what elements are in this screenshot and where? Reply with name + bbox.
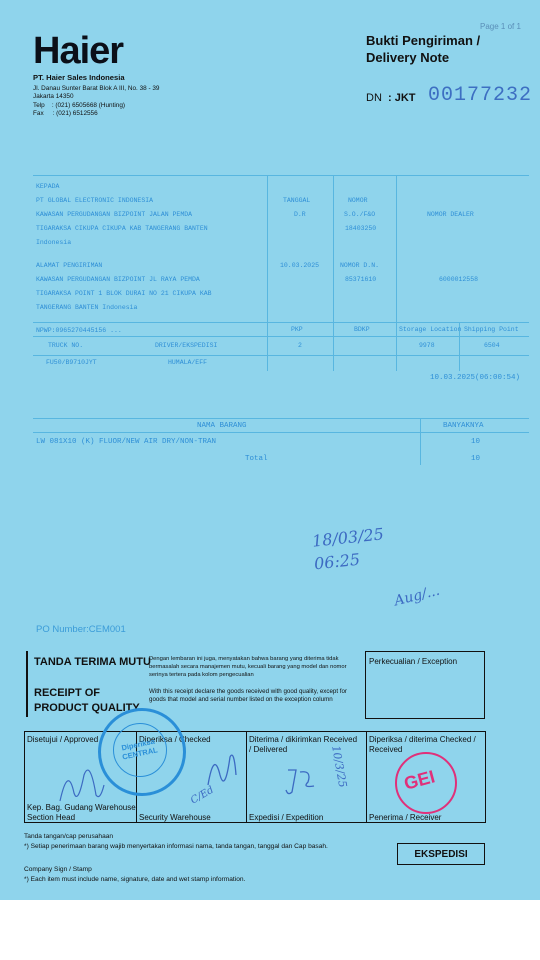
address-line: Telp : (021) 6505668 (Hunting) — [33, 101, 126, 109]
document-title-id: Bukti Pengiriman / — [366, 33, 481, 48]
signature-scribble-approved — [56, 755, 108, 805]
nomor-dn-label: NOMOR D.N. — [340, 262, 380, 269]
nomor-label: NOMOR — [348, 197, 368, 204]
recipient-line: PT GLOBAL ELECTRONIC INDONESIA — [36, 197, 154, 204]
nomor-sub: S.O./F&O — [344, 211, 376, 218]
company-name: PT. Haier Sales Indonesia — [33, 73, 125, 82]
kepada-label: KEPADA — [36, 183, 60, 190]
checked-label: Diperiksa / Checked — [139, 735, 211, 744]
bdkp-label: BDKP — [354, 326, 370, 333]
handwritten-time: 06:25 — [313, 549, 361, 574]
document-title — [366, 32, 480, 66]
approved-label: Disetujui / Approved — [27, 735, 99, 744]
col-banyaknya: BANYAKNYA — [443, 422, 484, 430]
handwritten-mark: 10/3/25 — [329, 744, 350, 789]
footer-line1: Tanda tangan/cap perusahaan — [24, 833, 114, 840]
pkp-label: PKP — [291, 326, 303, 333]
printed-datetime: 10.03.2025(06:00:54) — [430, 374, 521, 382]
handwritten-signature: Aug/... — [392, 582, 442, 610]
footer-line4: *) Each item must include name, signature, date and wet stamp information. — [24, 876, 246, 883]
page-indicator: Page 1 of 1 — [480, 22, 521, 31]
alamat-label: ALAMAT PENGIRIMAN — [36, 262, 103, 269]
shipping-label: Shipping Point — [464, 326, 519, 333]
address-line: Jakarta 14350 — [33, 93, 74, 101]
item-qty: 10 — [471, 438, 481, 446]
recipient-line: KAWASAN PERGUDANGAN BIZPOINT JALAN PEMDA — [36, 211, 193, 218]
alamat-line: KAWASAN PERGUDANGAN BIZPOINT JL RAYA PEMDA — [36, 276, 200, 283]
dn-number: 00177232 — [428, 84, 533, 107]
warehouse-head-label: Kep. Bag. Gudang Warehouse Section Head — [27, 803, 136, 822]
company-address — [33, 85, 159, 118]
storage-value: 9978 — [419, 342, 435, 349]
po-number: PO Number:CEM001 — [36, 624, 126, 635]
tanggal-sub: D.R — [294, 211, 306, 218]
alamat-line: TANGERANG BANTEN Indonesia — [36, 304, 138, 311]
signature-scribble-expedition — [282, 762, 322, 798]
address-line: Jl. Danau Sunter Barat Blok A III, No. 38 - 39 — [33, 85, 160, 92]
truck-value: FU50/B9710JYT — [46, 359, 97, 366]
exception-label: Perkecualian / Exception — [369, 657, 458, 666]
receiver-label: Penerima / Receiver — [369, 813, 442, 822]
expedition-label: Expedisi / Expedition — [249, 813, 324, 822]
signature-scribble-security — [200, 745, 240, 795]
truck-label: TRUCK NO. — [48, 342, 84, 349]
received-label: Diterima / dikirimkan Received / Delivered — [249, 735, 358, 754]
shipping-value: 6504 — [484, 342, 500, 349]
receipt-title-id: TANDA TERIMA MUTU — [34, 656, 151, 668]
nomor-sub: 18403250 — [345, 225, 377, 232]
gei-stamp-text: GEI — [401, 766, 437, 794]
dn-label: DN : JKT — [366, 92, 416, 104]
dealer-label: NOMOR DEALER — [427, 211, 474, 218]
nomor-dn-value: 85371610 — [345, 276, 377, 283]
recipient-line: Indonesia — [36, 239, 72, 246]
npwp: NPWP:0965270445156 ... — [36, 327, 122, 334]
driver-value: HUMALA/EFF — [168, 359, 208, 366]
ekspedisi-label: EKSPEDISI — [414, 849, 468, 860]
security-label: Security Warehouse — [139, 813, 211, 822]
dealer-value: 6000012558 — [439, 276, 479, 283]
item-name: LW 081X10 (K) FLUOR/NEW AIR DRY/NON-TRAN — [36, 438, 217, 446]
col-nama-barang: NAMA BARANG — [197, 422, 247, 430]
total-qty: 10 — [471, 455, 481, 463]
driver-label: DRIVER/EKSPEDISI — [155, 342, 218, 349]
handwritten-mark: C/Ed — [188, 784, 216, 807]
checked-received-label: Diperiksa / diterima Checked / Received — [369, 735, 476, 754]
recipient-line: TIGARAKSA CIKUPA CIKUPA KAB TANGERANG BANTEN — [36, 225, 208, 232]
footer-line3: Company Sign / Stamp — [24, 866, 92, 873]
receipt-text-en: With this receipt declare the goods received with good quality, except for goods that model and serial number listed on the exception column — [149, 688, 347, 704]
tanggal-label: TANGGAL — [283, 197, 311, 204]
address-line: Fax : (021) 6512556 — [33, 109, 98, 117]
ekspedisi-copy-box — [397, 843, 485, 865]
document-title-en: Delivery Note — [366, 50, 450, 65]
pkp-value: 2 — [298, 342, 302, 349]
alamat-line: TIGARAKSA POINT 1 BLOK DURAI NO 21 CIKUPA KAB — [36, 290, 212, 297]
tanggal-value: 10.03.2025 — [280, 262, 320, 269]
receipt-text-id: Dengan lembaran ini juga, menyatakan bahwa barang yang diterima tidak bermasalah secara manajemen mutu, kecuali barang yang model dan nomor serinya tertera pada kolom pengecualian — [149, 656, 347, 678]
haier-logo: Haier — [33, 30, 124, 72]
handwritten-date: 18/03/25 — [311, 524, 385, 551]
central-stamp-text: Diperiksa CENTRAL — [120, 736, 159, 762]
storage-label: Storage Location — [399, 326, 462, 333]
receipt-title-en: RECEIPT OF PRODUCT QUALITY — [34, 687, 140, 714]
footer-line2: *) Setiap penerimaan barang wajib menyertakan informasi nama, tanda tangan, tanggal dan Cap basah. — [24, 843, 328, 850]
total-label: Total — [245, 455, 268, 463]
